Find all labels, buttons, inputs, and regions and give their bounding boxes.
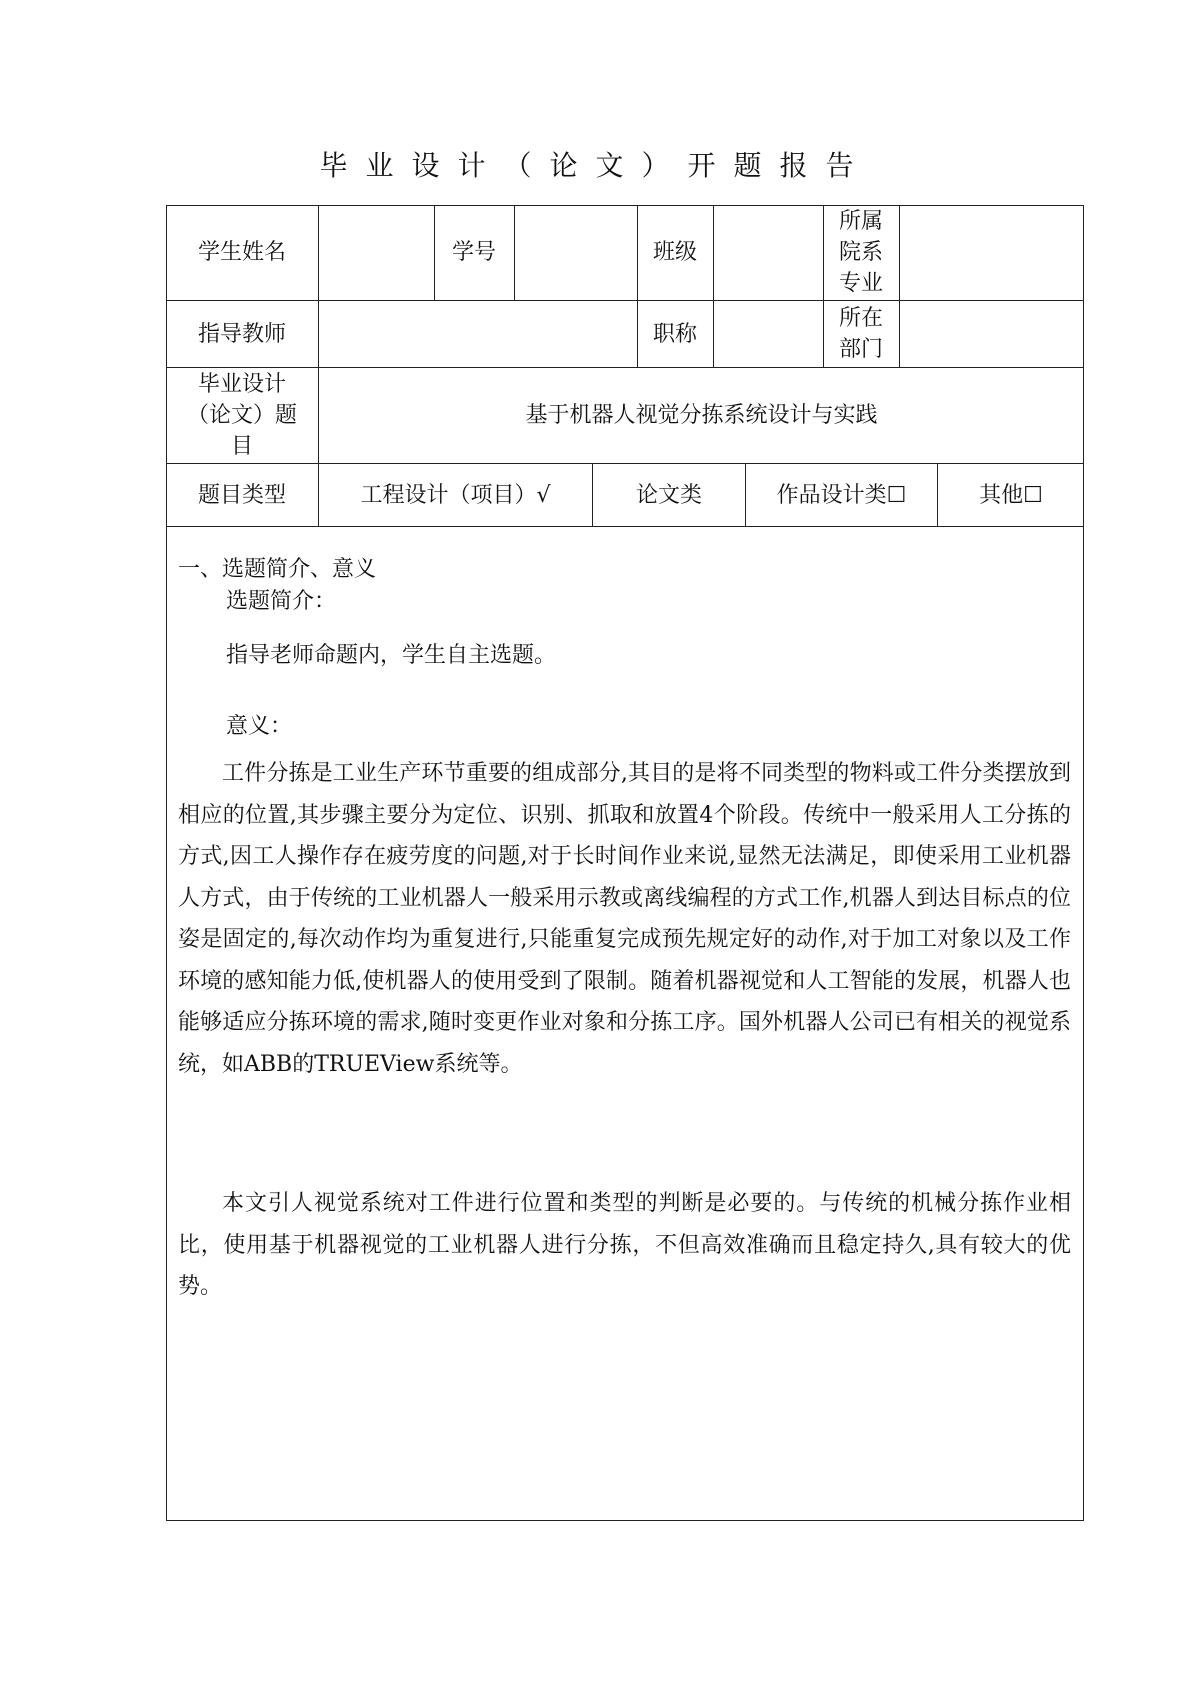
intro-text: 指导老师命题内，学生自主选题。 bbox=[226, 643, 557, 668]
department-label: 所属 院系 专业 bbox=[838, 209, 883, 296]
meaning-label: 意义： bbox=[226, 714, 293, 739]
advisor-label: 指导教师 bbox=[197, 321, 286, 347]
type-label: 题目类型 bbox=[197, 482, 286, 508]
job-title-field[interactable] bbox=[714, 301, 823, 367]
student-name-field[interactable] bbox=[319, 205, 434, 300]
student-id-label: 学号 bbox=[451, 240, 496, 265]
advisor-field[interactable] bbox=[319, 301, 637, 367]
student-id-field[interactable] bbox=[515, 205, 637, 300]
type-option-thesis[interactable]: 论文类 bbox=[635, 482, 702, 508]
type-option-work-design[interactable]: 作品设计类☐ bbox=[776, 482, 907, 508]
page-title: 毕业设计（论文）开题报告 bbox=[319, 149, 872, 182]
job-title-label: 职称 bbox=[652, 321, 697, 347]
department-field[interactable] bbox=[900, 205, 1083, 300]
dept-field[interactable] bbox=[900, 301, 1083, 367]
student-name-label: 学生姓名 bbox=[197, 240, 286, 265]
topic-label: 毕业设计 （论文）题 目 bbox=[186, 372, 297, 459]
class-field[interactable] bbox=[714, 205, 823, 300]
topic-value: 基于机器人视觉分拣系统设计与实践 bbox=[525, 403, 878, 428]
meaning-paragraph-1: 工件分拣是工业生产环节重要的组成部分,其目的是将不同类型的物料或工件分类摆放到相应的位置,其步骤主要分为定位、识别、抓取和放置4个阶段。传统中一般采用人工分拣的方式,因工人操作存在疲劳度的问题,对于长时间作业来说,显然无法满足，即使采用工业机器人方式，由于传统的工业机器人一般采用示教或离线编程的方式工作,机器人到达目标点的位姿是固定的,每次动作均为重复进行,只能重复完成预先规定好的动作,对于加工对象以及工作环境的感知能力低,使机器人的使用受到了限制。随着机器视觉和人工智能的发展，机器人也能够适应分拣环境的需求,随时变更作业对象和分拣工序。国外机器人公司已有相关的视觉系统，如ABB的TRUEView系统等。 bbox=[178, 761, 1071, 1077]
section-heading: 一、选题简介、意义 bbox=[178, 557, 377, 582]
intro-label: 选题简介： bbox=[226, 589, 337, 614]
row-divider bbox=[166, 526, 1084, 527]
meaning-paragraph-2: 本文引人视觉系统对工件进行位置和类型的判断是必要的。与传统的机械分拣作业相比，使用基于机器视觉的工业机器人进行分拣，不但高效准确而且稳定持久,具有较大的优势。 bbox=[178, 1191, 1071, 1299]
class-label: 班级 bbox=[652, 240, 697, 265]
dept-label: 所在 部门 bbox=[838, 306, 883, 362]
type-option-engineering[interactable]: 工程设计（项目）√ bbox=[360, 482, 551, 508]
type-option-other[interactable]: 其他☐ bbox=[979, 482, 1043, 508]
